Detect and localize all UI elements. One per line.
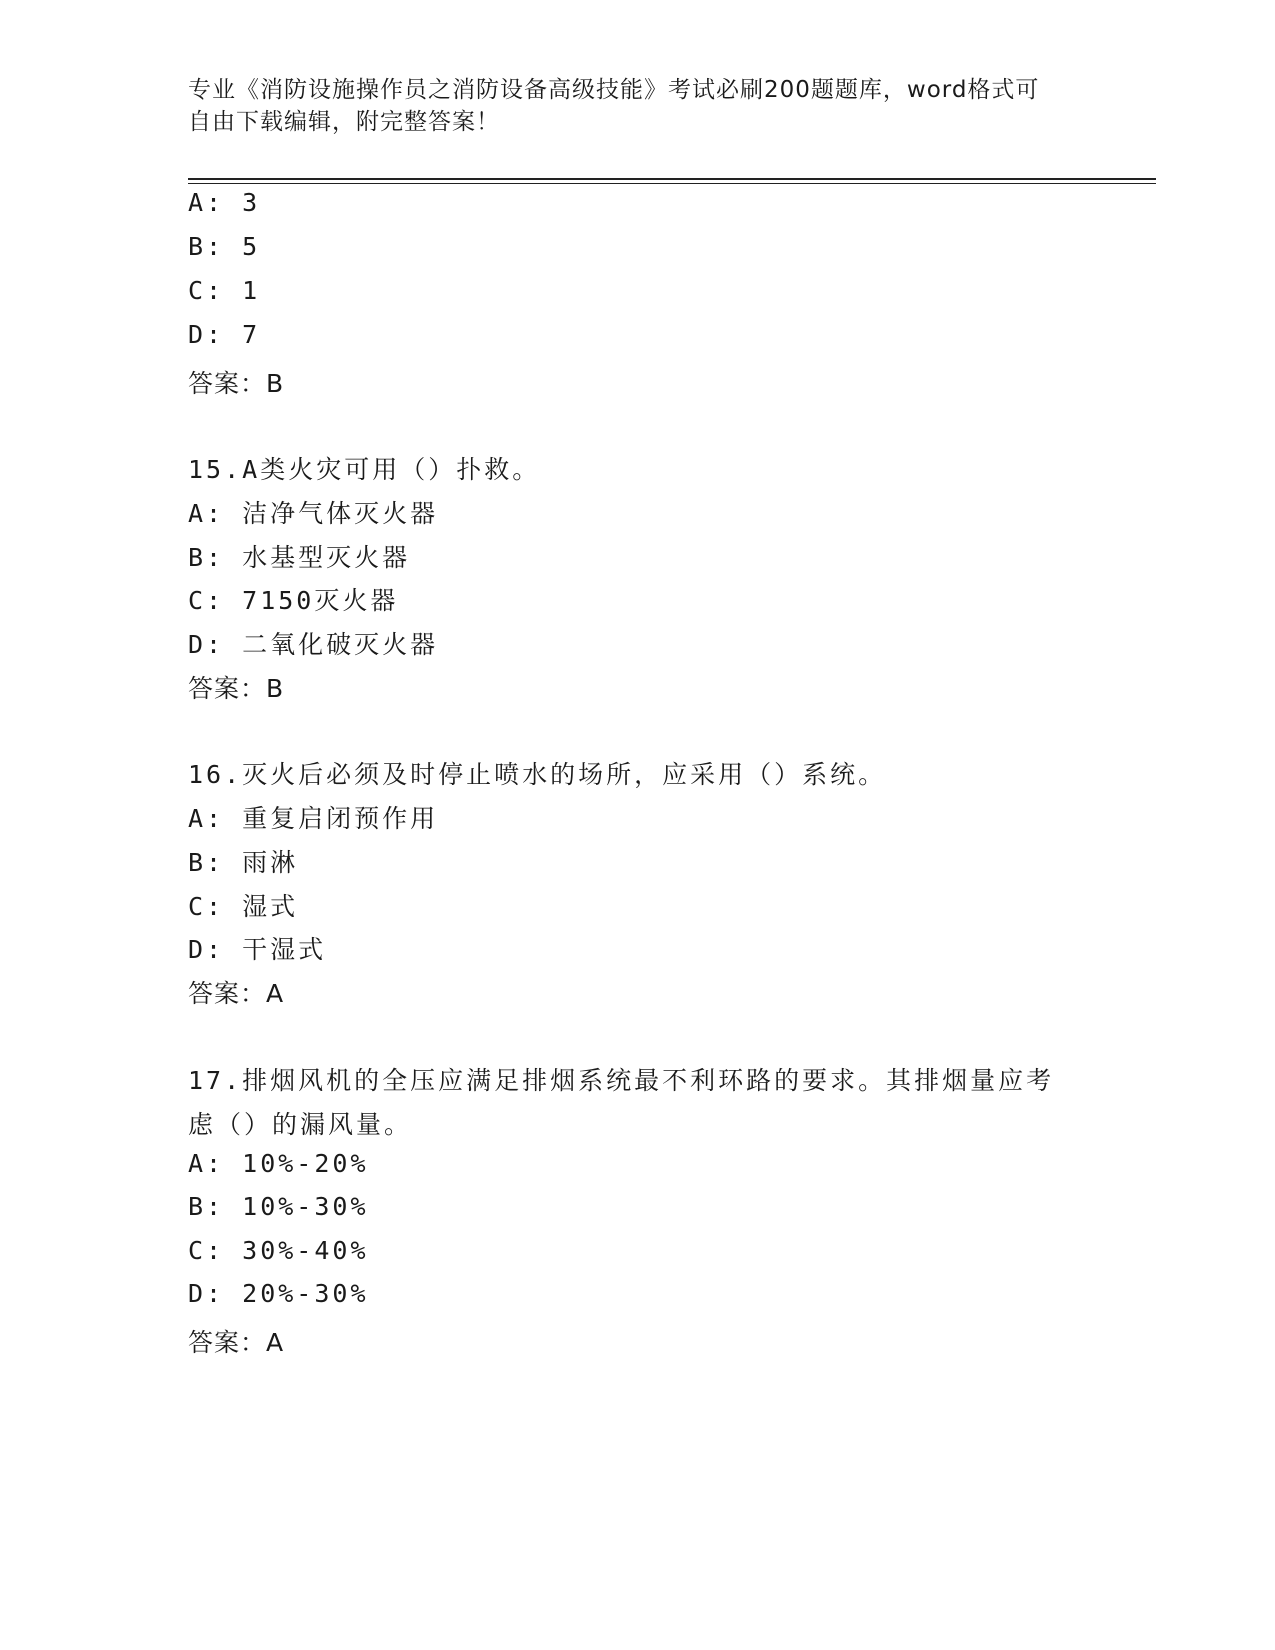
header-line-1: 专业《消防设施操作员之消防设备高级技能》考试必刷200题题库，word格式可 — [188, 77, 1040, 103]
q15-answer: 答案：B — [188, 674, 285, 703]
q14-answer: 答案：B — [188, 369, 285, 398]
header-divider-thin — [188, 183, 1156, 184]
q16-question: 16.灭火后必须及时停止喷水的场所，应采用（）系统。 — [188, 760, 887, 789]
q15-option-d: D: 二氧化破灭火器 — [188, 630, 439, 659]
q14-option-b: B: 5 — [188, 232, 261, 261]
q16-answer: 答案：A — [188, 979, 285, 1008]
document-header — [188, 74, 1068, 138]
q16-option-b: B: 雨淋 — [188, 848, 299, 877]
q16-option-d: D: 干湿式 — [188, 935, 327, 964]
q17-option-c: C: 30%-40% — [188, 1236, 369, 1265]
q17-question-line-1: 17.排烟风机的全压应满足排烟系统最不利环路的要求。其排烟量应考 — [188, 1066, 1055, 1095]
header-line-2: 自由下载编辑，附完整答案！ — [188, 109, 500, 135]
q16-option-a: A: 重复启闭预作用 — [188, 804, 439, 833]
q17-answer: 答案：A — [188, 1328, 285, 1357]
q16-option-c: C: 湿式 — [188, 892, 299, 921]
q15-option-a: A: 洁净气体灭火器 — [188, 499, 439, 528]
q15-question: 15.A类火灾可用（）扑救。 — [188, 455, 541, 484]
q14-option-d: D: 7 — [188, 320, 261, 349]
q17-option-a: A: 10%-20% — [188, 1149, 369, 1178]
q15-option-b: B: 水基型灭火器 — [188, 543, 411, 572]
q14-option-a: A: 3 — [188, 188, 261, 217]
q17-option-d: D: 20%-30% — [188, 1279, 369, 1308]
q15-option-c: C: 7150灭火器 — [188, 586, 399, 615]
q17-option-b: B: 10%-30% — [188, 1192, 369, 1221]
header-divider-thick — [188, 178, 1156, 180]
q17-question-line-2: 虑（）的漏风量。 — [188, 1110, 413, 1139]
q14-option-c: C: 1 — [188, 276, 261, 305]
